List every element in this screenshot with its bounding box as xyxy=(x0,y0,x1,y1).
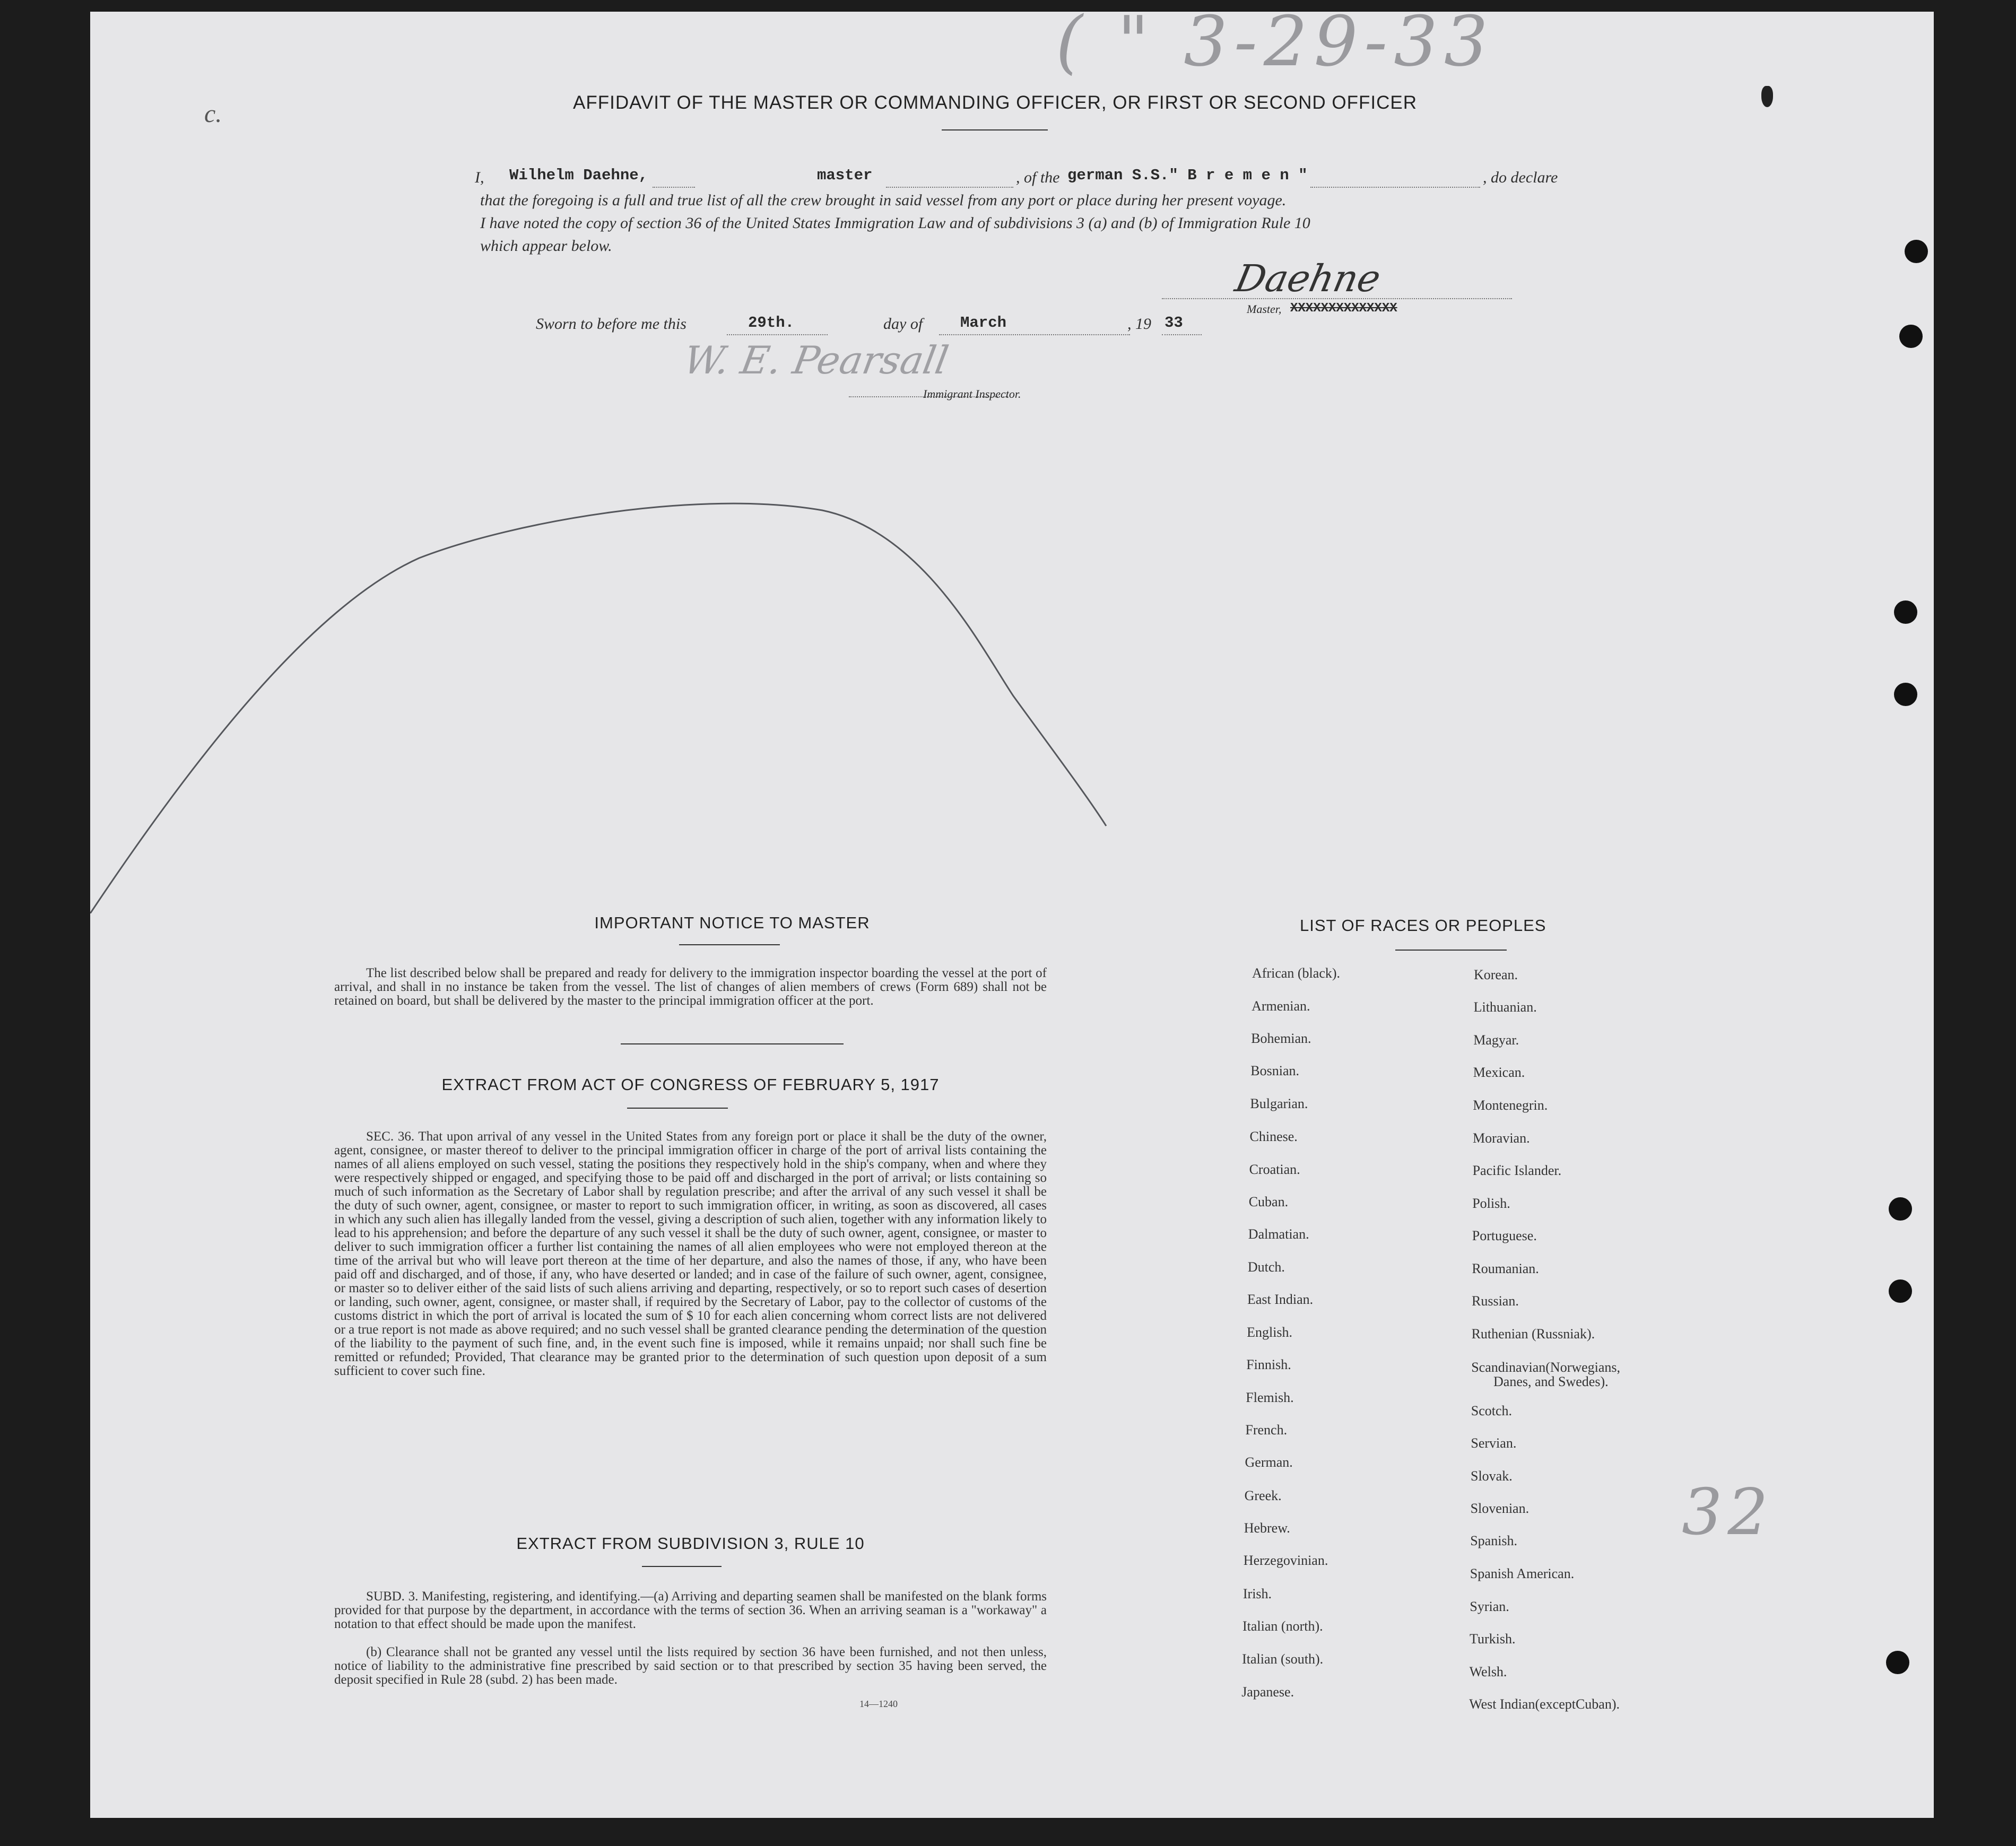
race-item: East Indian. xyxy=(1247,1292,1314,1307)
race-item: Korean. xyxy=(1474,967,1518,982)
race-item: Irish. xyxy=(1242,1586,1272,1601)
punch-hole-icon xyxy=(1889,1197,1912,1221)
year-prefix: , 19 xyxy=(1127,315,1151,333)
extract-rule-text-a: SUBD. 3. Manifesting, registering, and identifying.—(a) Arriving and departing seamen shall be manifested on the blank forms provided for that purpose by the department, in accordance with the terms of section 36. When an arriving seaman is a "workaway" a notation to that effect should be made upon the manifest. xyxy=(334,1589,1047,1631)
race-item: Dutch. xyxy=(1247,1259,1285,1275)
race-item: English. xyxy=(1247,1325,1293,1340)
notice-text: The list described below shall be prepared and ready for delivery to the immigration inspector boarding the vessel at the port of arrival, and shall in no instance be taken from the vessel. The list of changes of alien members of crews (Form 689) shall not be retained on board, but shall be delivered by the master to the principal immigration officer at the port. xyxy=(334,966,1047,1008)
race-item: Armenian. xyxy=(1252,998,1310,1014)
extract-act-underline xyxy=(627,1108,728,1109)
race-item: Finnish. xyxy=(1246,1357,1291,1372)
race-item: Turkish. xyxy=(1470,1631,1516,1647)
punch-hole-icon xyxy=(1889,1279,1912,1303)
race-item: Flemish. xyxy=(1246,1390,1294,1405)
affidavit-i-label: I, xyxy=(475,169,484,186)
sworn-month: March xyxy=(960,314,1007,332)
sworn-label: Sworn to before me this xyxy=(536,315,687,333)
sworn-day: 29th. xyxy=(748,314,795,332)
race-item: Roumanian. xyxy=(1472,1261,1539,1276)
notice-divider xyxy=(621,1043,844,1044)
race-item: Polish. xyxy=(1472,1196,1510,1211)
race-item: Montenegrin. xyxy=(1473,1098,1548,1113)
punch-hole-icon xyxy=(1886,1651,1909,1674)
race-item: Bulgarian. xyxy=(1250,1096,1308,1111)
race-item: Scotch. xyxy=(1471,1403,1513,1418)
race-item: West Indian(exceptCuban). xyxy=(1469,1696,1620,1712)
race-item: Servian. xyxy=(1471,1435,1517,1451)
races-title: LIST OF RACES OR PEOPLES xyxy=(1300,916,1546,935)
race-item: Herzegovinian. xyxy=(1243,1553,1328,1568)
race-item: Scandinavian(Norwegians, xyxy=(1471,1360,1621,1375)
race-item: Pacific Islander. xyxy=(1472,1163,1562,1178)
affidavit-line-4: which appear below. xyxy=(480,237,612,255)
inspector-label: Immigrant Inspector. xyxy=(923,387,1021,400)
race-item: French. xyxy=(1245,1422,1288,1438)
race-item: Dalmatian. xyxy=(1248,1226,1309,1242)
inspector-signature: W. E. Pearsall xyxy=(680,338,952,382)
race-item: Italian (south). xyxy=(1242,1651,1324,1667)
extract-act-text: SEC. 36. That upon arrival of any vessel in the United States from any foreign port or place it shall be the duty of the owner, agent, consignee, or master thereof to deliver to the principal immigration officer in charge of the port of arrival lists containing the names of all aliens employed on such vessel, stating the positions they respectively hold in the ship's company, when and where they were respectively shipped or engaged, and specifying those to be paid off and discharged in the port of arrival; or lists containing so much of such information as the Secretary of Labor shall by regulation prescribe; and after the arrival of any such vessel it shall be the duty of such owner, agent, consignee, or master to report to such immigration officer, in writing, as soon as discovered, all cases in which any such alien has illegally landed from the vessel, giving a description of such alien, together with any information likely to lead to his apprehension; and before the departure of any such vessel it shall be the duty of such owner, agent, consignee, or master to deliver to such immigration officer a further list containing the names of all alien employees who were not employed thereon at the time of the arrival but who will leave port thereon at the time of her departure, and also the names of those, if any, who have been paid off and discharged, and of those, if any, who have deserted or landed; and in case of the failure of such owner, agent, consignee, or master so to deliver either of the said lists of such aliens arriving and departing, respectively, or so to report such cases of desertion or landing, such owner, agent, consignee, or master shall, if required by the Secretary of Labor, pay to the collector of customs of the customs district in which the port of arrival is located the sum of $ 10 for each alien concerning whom correct lists are not delivered or a true report is not made as above required; and no such vessel shall be granted clearance pending the determination of the question of the liability to the payment of such fine, and, in the event such fine is imposed, while it remains unpaid; nor shall such fine be remitted or refunded; Provided, That clearance may be granted prior to the determination of such question upon deposit of a sum sufficient to cover such fine. xyxy=(334,1129,1047,1378)
form-number: 14—1240 xyxy=(859,1699,898,1709)
extract-rule-text-b: (b) Clearance shall not be granted any vessel until the lists required by section 36 have been furnished, and not then unless, notice of liability to the administrative fine prescribed by said section or to that prescribed by section 35 having been served, the deposit specified in Rule 28 (subd. 2) has been made. xyxy=(334,1645,1047,1687)
do-declare-label: , do declare xyxy=(1483,169,1558,186)
side-page-number: 32 xyxy=(1682,1476,1774,1549)
race-item: Danes, and Swedes). xyxy=(1493,1374,1609,1389)
race-item: Welsh. xyxy=(1469,1664,1507,1679)
race-item: Hebrew. xyxy=(1244,1520,1290,1536)
extract-rule-title: EXTRACT FROM SUBDIVISION 3, RULE 10 xyxy=(516,1534,865,1553)
race-item: Moravian. xyxy=(1473,1130,1530,1146)
race-item: German. xyxy=(1245,1455,1293,1470)
race-item: Syrian. xyxy=(1470,1599,1509,1614)
race-item: Italian (north). xyxy=(1242,1618,1323,1634)
of-the-label: , of the xyxy=(1016,169,1060,186)
race-item: Chinese. xyxy=(1249,1129,1298,1144)
race-item: African (black). xyxy=(1252,965,1341,981)
affidavit-title: AFFIDAVIT OF THE MASTER OR COMMANDING OFFICER, OR FIRST OR SECOND OFFICER xyxy=(573,92,1418,113)
race-item: Slovak. xyxy=(1471,1468,1513,1484)
race-item: Greek. xyxy=(1244,1488,1282,1503)
race-item: Japanese. xyxy=(1241,1684,1294,1700)
pencil-curve xyxy=(90,12,1934,913)
master-label: Master, xyxy=(1247,302,1282,316)
race-item: Spanish American. xyxy=(1470,1566,1575,1581)
race-item: Bohemian. xyxy=(1251,1031,1311,1046)
race-item: Cuban. xyxy=(1248,1194,1289,1209)
document-page xyxy=(90,12,1934,1818)
extract-rule-underline xyxy=(642,1566,722,1567)
extract-act-title: EXTRACT FROM ACT OF CONGRESS OF FEBRUARY 5, 1917 xyxy=(441,1075,940,1094)
left-margin-mark: c. xyxy=(204,100,222,128)
notice-title: IMPORTANT NOTICE TO MASTER xyxy=(594,913,870,932)
race-item: Mexican. xyxy=(1473,1065,1525,1080)
race-item: Russian. xyxy=(1472,1293,1519,1309)
race-item: Croatian. xyxy=(1249,1162,1300,1177)
race-item: Lithuanian. xyxy=(1473,999,1537,1015)
affidavit-line-2: that the foregoing is a full and true list of all the crew brought in said vessel from any port or place during her present voyage. xyxy=(480,191,1287,209)
races-underline xyxy=(1395,950,1507,951)
race-item: Spanish. xyxy=(1470,1533,1518,1548)
race-item: Slovenian. xyxy=(1470,1501,1530,1516)
race-item: Portuguese. xyxy=(1472,1228,1537,1243)
race-item: Bosnian. xyxy=(1250,1063,1300,1078)
master-name: Wilhelm Daehne, xyxy=(509,167,648,184)
master-signature: Daehne xyxy=(1231,257,1385,300)
master-rank: master xyxy=(817,167,873,184)
day-of-label: day of xyxy=(883,315,923,333)
master-struck-title: XXXXXXXXXXXXXX xyxy=(1290,301,1397,316)
notice-underline xyxy=(679,944,780,945)
vessel-name: german S.S." B r e m e n " xyxy=(1067,167,1308,184)
race-item: Ruthenian (Russniak). xyxy=(1471,1326,1595,1342)
sworn-year: 33 xyxy=(1165,314,1183,332)
affidavit-line-3: I have noted the copy of section 36 of the United States Immigration Law and of subdivisions 3 (a) and (b) of Immigration Rule 10 xyxy=(480,214,1310,232)
top-handwritten-date: ( " 3-29-33 xyxy=(1056,12,1494,82)
race-item: Magyar. xyxy=(1473,1032,1519,1048)
